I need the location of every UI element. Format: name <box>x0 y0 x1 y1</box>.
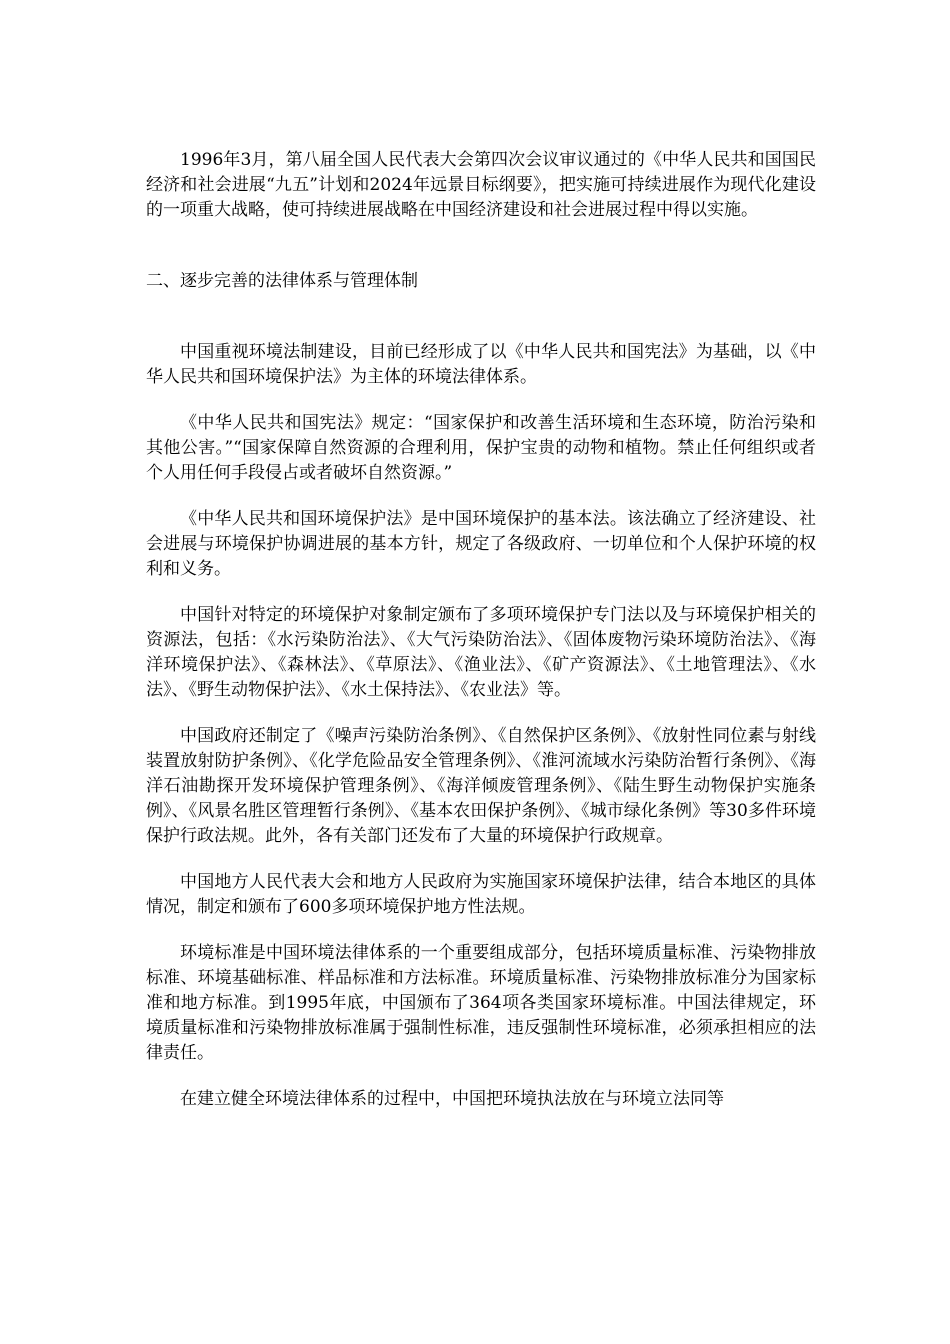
paragraph-legal-system: 中国重视环境法制建设，目前已经形成了以《中华人民共和国宪法》为基础，以《中华人民共和国环境保护法》为主体的环境法律体系。 <box>146 342 816 387</box>
paragraph-local-regulations: 中国地方人民代表大会和地方人民政府为实施国家环境保护法律，结合本地区的具体情况，制定和颁布了600多项环境保护地方性法规。 <box>146 872 816 917</box>
section-heading: 二、逐步完善的法律体系与管理体制 <box>146 271 418 291</box>
paragraph-standards: 环境标准是中国环境法律体系的一个重要组成部分，包括环境质量标准、污染物排放标准、环境基础标准、样品标准和方法标准。环境质量标准、污染物排放标准分为国家标准和地方标准。到1995年底，中国颁布了364项各类国家环境标准。中国法律规定，环境质量标准和污染物排放标准属于强制性标准，违反强制性环境标准，必须承担相应的法律责任。 <box>146 943 816 1063</box>
paragraph-enforcement: 在建立健全环境法律体系的过程中，中国把环境执法放在与环境立法同等 <box>180 1089 724 1109</box>
document-body <box>146 148 816 1112</box>
paragraph-regulations: 中国政府还制定了《噪声污染防治条例》、《自然保护区条例》、《放射性同位素与射线装置放射防护条例》、《化学危险品安全管理条例》、《淮河流域水污染防治暂行条例》、《海洋石油勘探开发环境保护管理条例》、《海洋倾废管理条例》、《陆生野生动物保护实施条例》、《风景名胜区管理暂行条例》、《基本农田保护条例》、《城市绿化条例》等30多件环境保护行政法规。此外，各有关部门还发布了大量的环境保护行政规章。 <box>146 726 816 846</box>
paragraph-special-laws: 中国针对特定的环境保护对象制定颁布了多项环境保护专门法以及与环境保护相关的资源法，包括：《水污染防治法》、《大气污染防治法》、《固体废物污染环境防治法》、《海洋环境保护法》、《森林法》、《草原法》、《渔业法》、《矿产资源法》、《土地管理法》、《水法》、《野生动物保护法》、《水土保持法》、《农业法》等。 <box>146 605 816 700</box>
paragraph-environment-law: 《中华人民共和国环境保护法》是中国环境保护的基本法。该法确立了经济建设、社会进展与环境保护协调进展的基本方针，规定了各级政府、一切单位和个人保护环境的权利和义务。 <box>146 509 816 579</box>
paragraph-plan-outline: 1996年3月，第八届全国人民代表大会第四次会议审议通过的《中华人民共和国国民经济和社会进展“九五”计划和2024年远景目标纲要》，把实施可持续进展作为现代化建设的一项重大战略，使可持续进展战略在中国经济建设和社会进展过程中得以实施。 <box>146 150 816 220</box>
paragraph-constitution: 《中华人民共和国宪法》规定：“国家保护和改善生活环境和生态环境，防治污染和其他公害。”“国家保障自然资源的合理利用，保护宝贵的动物和植物。禁止任何组织或者个人用任何手段侵占或者破坏自然资源。” <box>146 413 816 483</box>
